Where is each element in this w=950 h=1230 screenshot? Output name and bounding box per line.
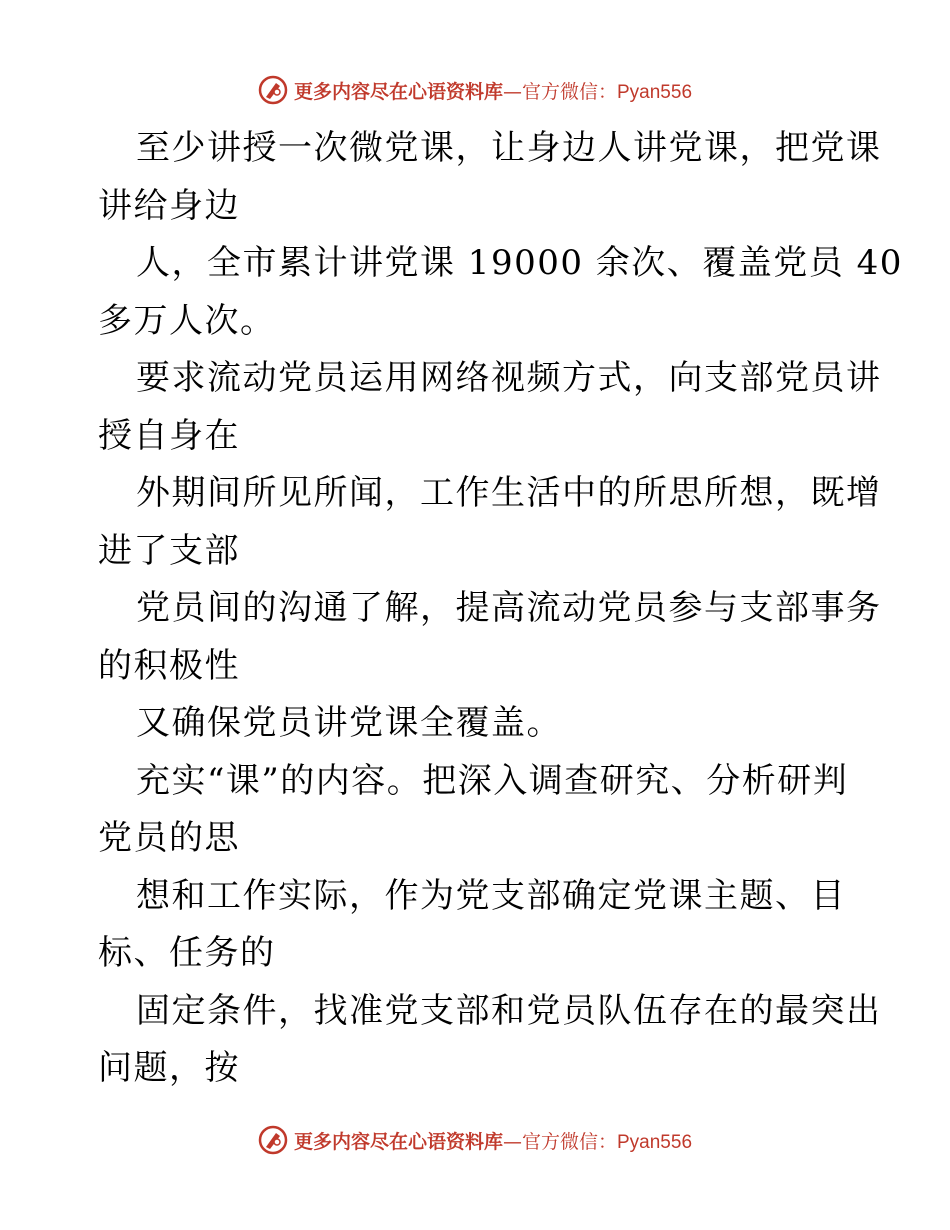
text-line: 固定条件，找准党支部和党员队伍存在的最突出 <box>136 990 882 1031</box>
footer-dash: — <box>502 1130 522 1153</box>
document-body <box>98 120 903 1098</box>
footer-banner-text <box>294 1127 692 1154</box>
header-brand-text: 更多内容尽在心语资料库 <box>293 80 503 103</box>
text-line: 的积极性 <box>98 645 240 686</box>
text-line: 多万人次。 <box>98 300 276 341</box>
text-line: 要求流动党员运用网络视频方式，向支部党员讲 <box>136 358 882 398</box>
header-banner-inner <box>258 75 692 105</box>
text-line: 想和工作实际，作为党支部确定党课主题、目 <box>136 875 846 916</box>
header-banner-text <box>294 77 692 104</box>
text-line: 问题，按 <box>98 1048 240 1088</box>
header-dash: — <box>502 80 522 103</box>
text-line: 标、任务的 <box>98 933 276 973</box>
text-line: 党员间的沟通了解，提高流动党员参与支部事务 <box>136 588 882 628</box>
text-line: 党员的思 <box>98 818 240 858</box>
footer-brand-text: 更多内容尽在心语资料库 <box>293 1130 503 1153</box>
footer-wechat-label: 官方微信： <box>521 1130 617 1153</box>
text-line: 又确保党员讲党课全覆盖。 <box>136 703 562 743</box>
text-line: 至少讲授一次微党课，让身边人讲党课，把党课 <box>136 128 882 168</box>
text-line: 外期间所见所闻，工作生活中的所思所想，既增 <box>136 473 882 513</box>
header-banner <box>0 70 950 110</box>
text-line: 授自身在 <box>98 415 240 456</box>
pen-nib-seal-icon <box>258 1125 288 1155</box>
footer-wechat-handle: Pyan556 <box>617 1131 693 1153</box>
text-line: 人，全市累计讲党课 19000 余次、覆盖党员 40 <box>136 243 903 283</box>
header-wechat-handle: Pyan556 <box>617 81 693 103</box>
text-line: 进了支部 <box>98 530 240 571</box>
header-wechat-label: 官方微信： <box>521 80 617 103</box>
footer-banner <box>0 1120 950 1160</box>
text-line: 讲给身边 <box>98 185 240 226</box>
footer-banner-inner <box>258 1125 692 1155</box>
pen-nib-seal-icon <box>258 75 288 105</box>
text-line: 充实“课”的内容。把深入调查研究、分析研判 <box>136 760 849 801</box>
